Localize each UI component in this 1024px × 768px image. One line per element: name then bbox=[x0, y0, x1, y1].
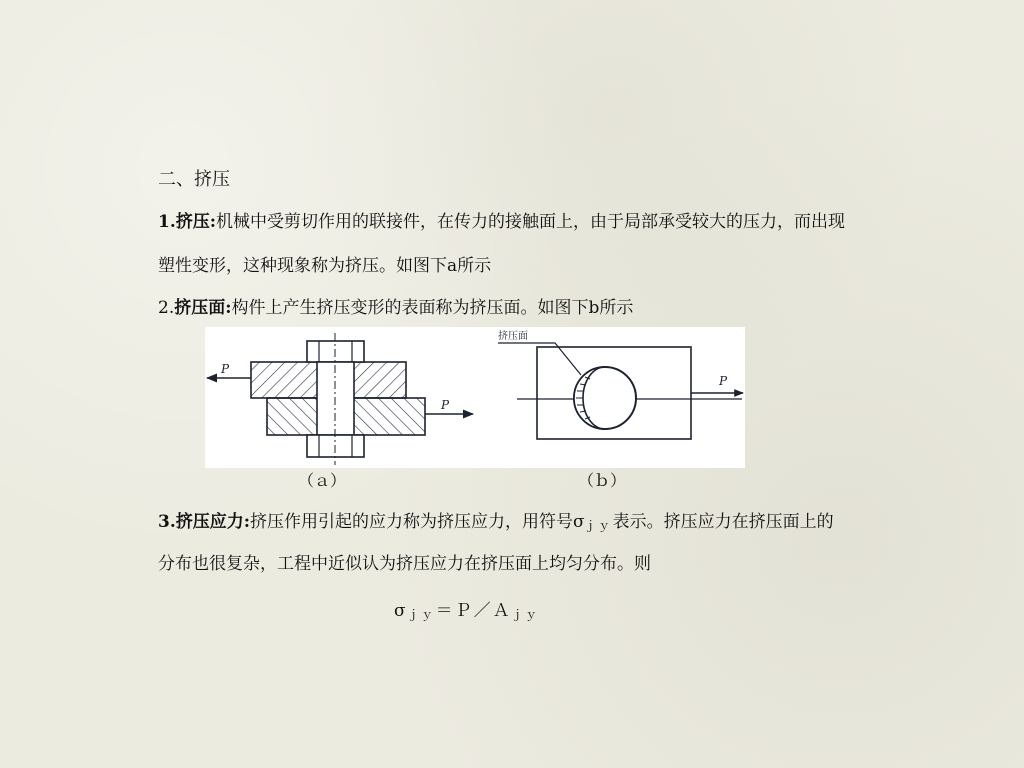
definition-3-line-1 bbox=[158, 510, 834, 538]
definition-1-line-1 bbox=[158, 210, 845, 234]
figure-a-bolted-joint bbox=[207, 333, 473, 465]
definition-3-text-a: 挤压作用引起的应力称为挤压应力，用符号σ bbox=[250, 512, 585, 532]
definition-1-label: 1.挤压: bbox=[158, 212, 217, 232]
definition-3-label: 3.挤压应力: bbox=[158, 512, 251, 532]
bearing-diagram bbox=[205, 327, 745, 468]
force-label-a-left: P bbox=[221, 362, 230, 376]
bearing-surface-callout-label: 挤压面 bbox=[498, 331, 528, 342]
definition-2-text: 构件上产生挤压变形的表面称为挤压面。如图下b所示 bbox=[231, 298, 634, 318]
force-label-a-right: P bbox=[441, 398, 450, 412]
formula-sigma: σ bbox=[394, 601, 408, 621]
figure-b-bearing-surface bbox=[498, 329, 743, 439]
section-heading: 二、挤压 bbox=[158, 169, 230, 190]
bearing-stress-formula bbox=[394, 596, 540, 622]
sigma-subscript: ｊｙ bbox=[584, 519, 613, 532]
definition-2-number: 2. bbox=[158, 298, 175, 318]
force-label-b: P bbox=[719, 374, 728, 388]
definition-3-line-2: 分布也很复杂，工程中近似认为挤压应力在挤压面上均匀分布。则 bbox=[158, 554, 651, 574]
formula-rhs-subscript: ｊｙ bbox=[511, 608, 540, 621]
definition-2 bbox=[158, 296, 633, 320]
formula-middle: ＝Ｐ／Ａ bbox=[435, 601, 512, 621]
figure-panel bbox=[205, 327, 745, 468]
definition-3-text-b: 表示。挤压应力在挤压面上的 bbox=[612, 512, 834, 532]
formula-lhs-subscript: ｊｙ bbox=[407, 608, 436, 621]
caption-b: （ｂ） bbox=[578, 471, 627, 490]
definition-1-text: 机械中受剪切作用的联接件，在传力的接触面上，由于局部承受较大的压力，而出现 bbox=[216, 212, 846, 232]
caption-a: （ａ） bbox=[298, 471, 347, 490]
definition-1-line-2: 塑性变形，这种现象称为挤压。如图下a所示 bbox=[158, 256, 492, 276]
definition-2-label: 挤压面: bbox=[174, 298, 232, 318]
